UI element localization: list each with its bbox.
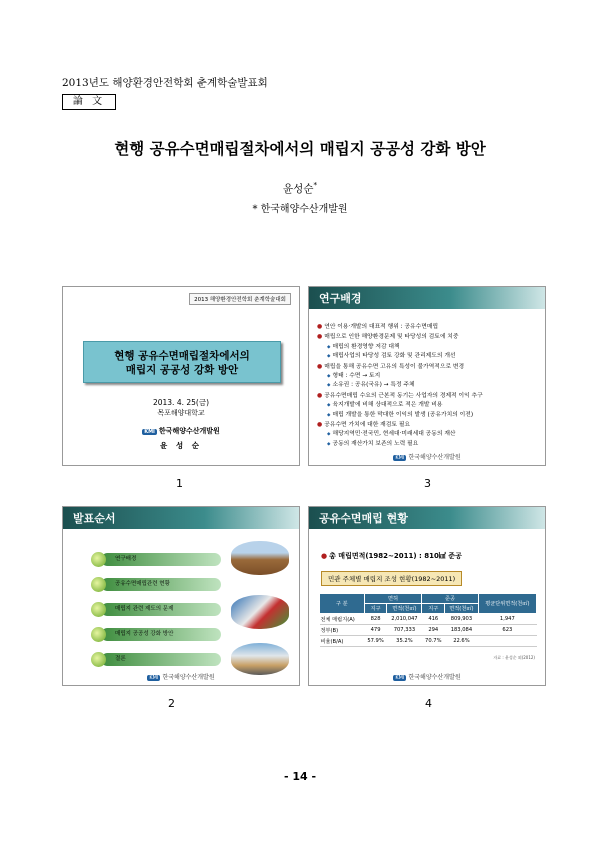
slide-4-number: 4 <box>425 697 432 710</box>
th-license: 면허 <box>364 594 422 604</box>
protest-photo <box>231 595 289 629</box>
sub-bullet-item: ◆ 소유권 : 공유(국유) → 특정 주체 <box>317 381 542 390</box>
slide-title-line2: 매립지 공공성 강화 방안 <box>125 364 239 376</box>
th-count: 지구 <box>422 604 445 614</box>
paper-affiliation: * 한국해양수산개발원 <box>252 204 348 215</box>
bullet-item: ● 공유수면매립 수요의 근본적 동기는 사업자의 경제적 이익 추구 <box>317 391 542 401</box>
table-cell: 2,010,047 <box>387 614 422 625</box>
slide-header <box>309 507 545 529</box>
bullet-list <box>317 322 542 449</box>
table-cell: 정부(B) <box>320 625 365 636</box>
slide-header-text: 발표순서 <box>73 512 116 525</box>
slide-footer <box>63 672 299 681</box>
sub-bullet-item: ◆ 매립의 환경영향 저감 대책 <box>317 343 542 352</box>
slide-1-number: 1 <box>176 477 183 490</box>
slide-4 <box>308 506 546 686</box>
table-cell: 828 <box>364 614 387 625</box>
slide-date: 2013. 4. 25(금) <box>152 398 210 407</box>
table-cell: 623 <box>478 625 536 636</box>
table-cell: 57.9% <box>364 636 387 647</box>
agenda-item: 매립지 관련 제도의 문제 <box>101 603 221 616</box>
slide-footer-text: 한국해양수산개발원 <box>408 674 461 681</box>
slide-3-number: 3 <box>424 477 431 490</box>
landfill-table <box>319 593 537 647</box>
table-cell: 183,084 <box>445 625 479 636</box>
sub-bullet-item: ◆ 매립 개발을 통한 막대한 이익의 발생 (공유가치의 이전) <box>317 411 542 420</box>
slide-org-name: 한국해양수산개발원 <box>158 427 220 435</box>
kmi-logo-icon: KMI <box>149 675 159 681</box>
sub-bullet-item: ◆ 매립사업의 타당성 검토 강화 및 관리제도의 개선 <box>317 352 542 361</box>
author-mark: * <box>313 181 317 190</box>
slide-3 <box>308 286 546 466</box>
slide-title-line1: 현행 공유수면매립절차에서의 <box>114 350 250 362</box>
table-cell: 294 <box>422 625 445 636</box>
table-cell: 1,947 <box>478 614 536 625</box>
table-cell: 416 <box>422 614 445 625</box>
table-row <box>320 625 537 636</box>
table-cell: 전체 매립지(A) <box>320 614 365 625</box>
table-cell: 22.6% <box>445 636 479 647</box>
bullet-item: ● 연안 이용·개발의 대표적 행위 : 공유수면매립 <box>317 322 542 332</box>
slide-footer <box>309 452 545 461</box>
th-area: 면적(천㎡) <box>387 604 422 614</box>
sub-bullet-item: ◆ 해당지역민·전국민, 현세대·미래세대 공동의 재산 <box>317 430 542 439</box>
page-number: - 14 - <box>283 770 317 783</box>
bullet-item: ● 매립으로 인한 해양환경문제 및 타당성의 검토에 치중 <box>317 332 542 342</box>
sub-bullet-item: ◆ 형태 : 수면 → 토지 <box>317 372 542 381</box>
agenda-item: 연구배경 <box>101 553 221 566</box>
conference-name: 2013년도 해양환경안전학회 춘계학술발표회 <box>62 77 268 89</box>
table-subtitle: 민관 주체별 매립지 조성 현황(1982~2011) <box>321 571 462 586</box>
slide-conference-label: 2013 해양환경안전학회 춘계학술대회 <box>189 293 291 305</box>
article-type-tag: 論 文 <box>62 94 116 110</box>
table-row <box>320 636 537 647</box>
slide-2 <box>62 506 300 686</box>
th-category: 구 분 <box>320 594 365 614</box>
kmi-logo-icon: KMI <box>144 429 155 435</box>
table-cell: 35.2% <box>387 636 422 647</box>
th-area: 면적(천㎡) <box>445 604 479 614</box>
author-name: 윤성순 <box>283 183 314 195</box>
slide-org <box>63 426 299 436</box>
slide-venue: 목포해양대학교 <box>157 409 205 417</box>
bullet-item: ● 공유수면 가치에 대한 재검토 필요 <box>317 420 542 430</box>
table-cell: 비율(B/A) <box>320 636 365 647</box>
agenda-item: 결론 <box>101 653 221 666</box>
table-cell <box>478 636 536 647</box>
slide-header <box>309 287 545 309</box>
table-cell: 809,903 <box>445 614 479 625</box>
th-average: 평균단위면적(천㎡) <box>478 594 536 614</box>
total-area: ● 총 매립면적(1982~2011) : 810㎢ 준공 <box>321 551 462 561</box>
bullet-item: ● 매립을 통해 공유수면 고유의 특성이 불가역적으로 변경 <box>317 362 542 372</box>
sub-bullet-item: ◆ 육지개발에 비해 상대적으로 적은 개발 비용 <box>317 401 542 410</box>
paper-title: 현행 공유수면매립절차에서의 매립지 공공성 강화 방안 <box>114 139 486 158</box>
slide-title-box <box>83 341 281 383</box>
slide-1 <box>62 286 300 466</box>
table-row <box>320 614 537 625</box>
table-cell: 707,333 <box>387 625 422 636</box>
slide-2-number: 2 <box>168 697 175 710</box>
sub-bullet-item: ◆ 공동의 재산가치 보존의 노력 필요 <box>317 440 542 449</box>
th-count: 지구 <box>364 604 387 614</box>
paper-author <box>0 181 600 196</box>
slide-header-text: 연구배경 <box>319 292 362 305</box>
table-cell: 70.7% <box>422 636 445 647</box>
slide-footer-text: 한국해양수산개발원 <box>162 674 215 681</box>
harbor-photo <box>231 643 289 675</box>
landfill-photo <box>231 541 289 575</box>
agenda-item: 공유수면매립관련 현황 <box>101 578 221 591</box>
slide-presenter: 윤 성 순 <box>160 441 202 450</box>
table-cell: 479 <box>364 625 387 636</box>
agenda-item: 매립지 공공성 강화 방안 <box>101 628 221 641</box>
kmi-logo-icon: KMI <box>395 455 405 461</box>
slide-header-text: 공유수면매립 현황 <box>319 512 408 525</box>
slide-footer-text: 한국해양수산개발원 <box>408 454 461 461</box>
th-complete: 준공 <box>422 594 478 604</box>
kmi-logo-icon: KMI <box>395 675 405 681</box>
table-source: 자료 : 윤성순 외(2012) <box>493 655 535 660</box>
slide-header <box>63 507 299 529</box>
slide-footer <box>309 672 545 681</box>
